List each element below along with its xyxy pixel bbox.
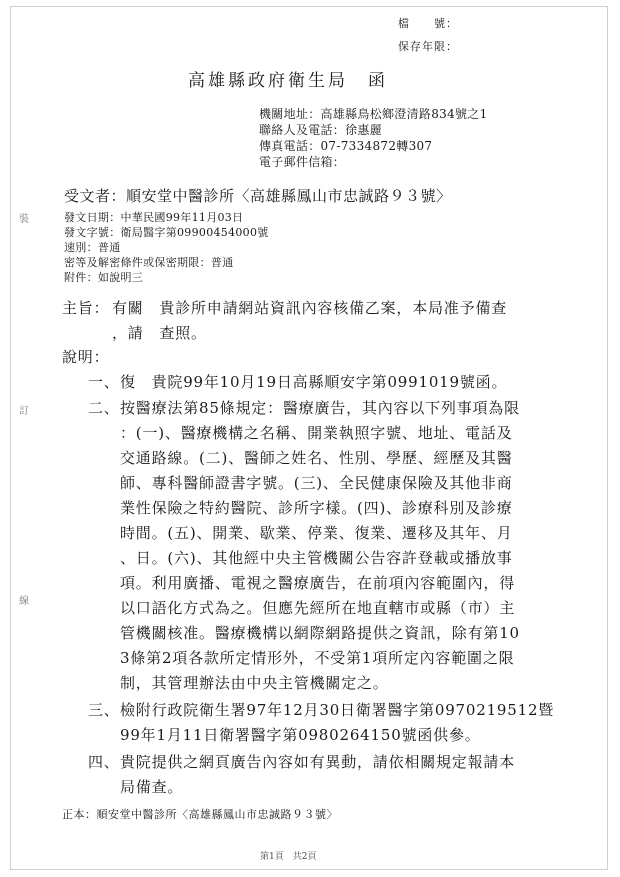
subject-line: ，請 查照。 [112, 324, 207, 342]
org-contact: 聯絡人及電話：徐惠麗 [259, 123, 383, 137]
retention-label: 保存年限： [398, 40, 458, 53]
page-indicator: 第1頁 共2頁 [260, 852, 317, 862]
document-title: 高雄縣政府衛生局 函 [188, 71, 388, 91]
explanation-line: ：(一)、醫療機構之名稱、開業執照字號、地址、電話及 [120, 424, 513, 442]
explanation-item-number: 四、 [88, 753, 120, 771]
explanation-line: 時間。(五)、開業、歇業、停業、復業、遷移及其年、月 [120, 524, 513, 542]
org-email: 電子郵件信箱： [259, 155, 346, 169]
org-address: 機關地址：高雄縣鳥松鄉澄清路834號之1 [259, 107, 488, 121]
attachment: 附件：如說明三 [64, 271, 144, 284]
subject-line: 有關 貴診所申請網站資訊內容核備乙案，本局准予備查 [112, 299, 508, 317]
explanation-line: 管機關核准。醫療機構以網際網路提供之資訊，除有第10 [120, 624, 520, 642]
explanation-line: 99年1月11日衛署醫字第0980264150號函供參。 [120, 726, 481, 744]
explanation-line: 檢附行政院衛生署97年12月30日衛署醫字第0970219512暨 [120, 701, 555, 719]
explanation-line: 以口語化方式為之。但應先經所在地直轄市或縣（市）主 [120, 599, 516, 617]
explanation-line: 、日。(六)、其他經中央主管機關公告容許登載或播放事 [120, 549, 513, 567]
binding-mark: 裝 [19, 214, 29, 225]
explanation-line: 業性保險之特約醫院、診所字樣。(四)、診療科別及診療 [120, 499, 513, 517]
explanation-line: 貴院提供之網頁廣告內容如有異動，請依相關規定報請本 [120, 753, 516, 771]
document-number: 發文字號：衛局醫字第09900454000號 [64, 226, 269, 239]
explanation-line: 復 貴院99年10月19日高縣順安字第0991019號函。 [120, 373, 508, 391]
explanation-item-number: 三、 [88, 701, 120, 719]
explanation-item-number: 二、 [88, 399, 120, 417]
explanation-line: 項。利用廣播、電視之醫療廣告，在前項內容範圍內，得 [120, 574, 516, 592]
recipient: 受文者：順安堂中醫診所〈高雄縣鳳山市忠誠路９３號〉 [64, 187, 452, 205]
issue-date: 發文日期：中華民國99年11月03日 [64, 211, 244, 224]
file-number-label: 檔 號： [398, 17, 458, 30]
binding-mark: 線 [19, 596, 29, 607]
org-fax: 傳真電話：07-7334872轉307 [259, 139, 433, 153]
explanation-item-number: 一、 [88, 373, 120, 391]
explanation-line: 師、專科醫師證書字號。(三)、全民健康保險及其他非商 [120, 474, 513, 492]
delivery-speed: 速別：普通 [64, 241, 121, 254]
explanation-line: 局備查。 [120, 778, 184, 796]
explanation-line: 制，其管理辦法由中央主管機關定之。 [120, 674, 389, 692]
explanation-line: 3條第2項各款所定情形外，不受第1項所定內容範圍之限 [120, 649, 515, 667]
binding-mark: 訂 [19, 406, 29, 417]
cc-recipient: 正本：順安堂中醫診所〈高雄縣鳳山市忠誠路９３號〉 [62, 808, 338, 821]
subject-label: 主旨： [62, 299, 110, 317]
explanation-line: 按醫療法第85條規定：醫療廣告，其內容以下列事項為限 [120, 399, 520, 417]
secrecy-level: 密等及解密條件或保密期限：普通 [64, 256, 234, 269]
explanation-line: 交通路線。(二)、醫師之姓名、性別、學歷、經歷及其醫 [120, 449, 513, 467]
explanation-label: 說明： [62, 348, 110, 366]
